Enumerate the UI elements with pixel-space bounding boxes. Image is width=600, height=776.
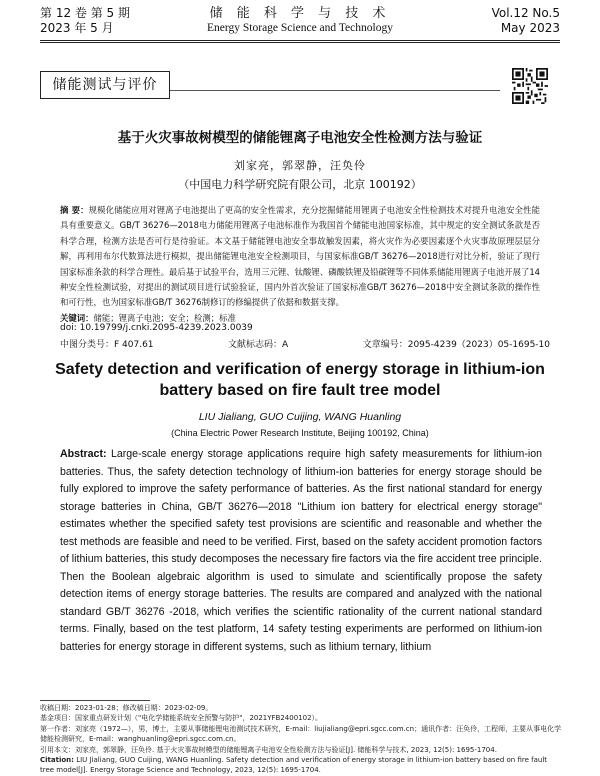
keywords-cn-text: 储能；锂离子电池；安全；检测；标准 [93,312,236,323]
abstract-en [60,446,542,656]
cite-en-text: LIU Jialiang, GUO Cuijing, WANG Huanling. Safety detection and verification of energy storage in lithium-ion battery based on fire fault tree model[J]. Energy Storage Science and Technology, 2023, 12(5): 1695-1704. [40,756,548,775]
header-volume-en [492,6,560,36]
title-cn: 基于火灾事故树模型的储能锂离子电池安全性检测方法与验证 [117,130,483,146]
doi[interactable]: doi: 10.19799/j.cnki.2095-4239.2023.0039 [60,323,253,333]
keywords-cn-label: 关键词： [60,312,94,323]
abstract-en-text: Large-scale energy storage applications require high safety measurements for lithium-ion batteries. Thus, the safety detection technology of lithium-ion batteries for energy storage should be fully explored to improve the safety performance of batteries. As the first national standard for energy storage batteries in China, GB/T 36276—2018 "Lithium ion battery for electrical energy storage" estimates whether the specified safety test provisions are scientific and reasonable and whether the test methods are feasible and need to be verified. First, based on the safety accident promotion factors of lithium batteries, this study decomposes the necessary fire factors via the fire accident tree principle. Then the Boolean algebraic algorithm is used to simulate and scientifically propose the safety detection items of energy storage batteries. The results are compared and analyzed with the national standard GB/T 36276 -2018, which verifies the scientific rationality of the current national standard terms. Finally, based on the test platform, 14 safety testing experiments are performed on lithium-ion batteries for energy storage in different systems, such as lithium ternary, lithium [60,448,542,653]
clc-number: 中图分类号：F 407.61 [60,340,154,350]
footnote-funding: 基金项目：国家重点研发计划（"电化学储能系统安全预警与防护"，2021YFB2400102）。 [40,714,323,723]
footnote-rule [40,700,150,701]
volume-cn: 第 12 卷 第 5 期 [40,6,130,20]
header-rule [40,40,560,41]
volume-en: Vol.12 No.5 [491,6,560,20]
document-code: 文献标志码：A [228,340,289,350]
footnote-author-info: 第一作者：刘家亮（1972—），男，博士，主要从事储能锂电池测试技术研究，E-mail：liujialiang@epri.sgcc.com.cn；通讯作者：汪奂伶，工程师，主要从事电化学储能检测研究，E-mail：wanghuanling@epri.sgcc.com.cn。 [40,724,562,744]
abstract-cn-label: 摘 要： [60,205,89,215]
authors-cn: 刘家亮，郭翠静，汪奂伶 [234,159,366,172]
authors-en: LIU Jialiang, GUO Cuijing, WANG Huanling [198,411,402,423]
abstract-cn-text: 规模化储能应用对锂离子电池提出了更高的安全性需求，充分挖掘储能用锂离子电池安全性检测技术对提升电池安全性能具有重要意义。GB/T 36276—2018电力储能用锂离子电池标准作为我国首个储能电池国家标准，其中规定的安全测试条款是否科学合理，检测方法是否可行是待验证。本文基于储能锂电池安全事故触发因素，将火灾作为必要因素逐个火灾事故原理层层分解，再利用布尔代数算法进行模拟，提出储能锂电池安全检测项目，与国家标准GB/T 36276—2018进行对比分析，验证了现行国家标准条款的科学合理性。最后基于试验平台，选用三元锂、钛酸锂、磷酸铁锂及铅碳锂等不同体系储能用锂离子电池开展了14种安全性检测试验，对提出的测试项目进行试验验证，国内外首次验证了国家标准GB/T 36276—2018中安全测试条款的操作性和可行性，也为国家标准GB/T 36276制修订的修编提供了依据和数据支撑。 [60,205,540,308]
article-number: 文章编号：2095-4239（2023）05-1695-10 [362,340,550,350]
header-volume-cn [40,6,130,36]
footnote-cite-cn: 引用本文：刘家亮，郭翠静，汪奂伶. 基于火灾事故树模型的储能锂离子电池安全性检测方法与验证[J]. 储能科学与技术, 2023, 12(5): 1695-1704. [40,745,497,754]
qr-code-icon [512,68,548,104]
title-en: Safety detection and verification of energy storage in lithium-ion battery based on fire fault tree model [55,361,545,399]
date-cn: 2023 年 5 月 [40,21,114,35]
classification-line [60,337,550,350]
journal-name-cn: 储 能 科 学 与 技 术 [209,6,391,21]
affiliation-en: (China Electric Power Research Institute, Beijing 100192, China) [171,428,429,438]
abstract-en-label: Abstract: [60,448,107,460]
header-rule-thin [40,42,560,43]
footnote-cite-en [40,755,562,776]
section-divider [170,90,500,91]
cite-en-label: Citation: [40,756,74,765]
footnote-received: 收稿日期：2023-01-28；修改稿日期：2023-02-09。 [40,704,213,712]
affiliation-cn: （中国电力科学研究院有限公司，北京 100192） [178,178,422,191]
section-label: 储能测试与评价 [40,71,170,99]
date-en: May 2023 [500,21,560,35]
footnotes [40,703,562,776]
header-journal [150,6,450,36]
journal-name-en: Energy Storage Science and Technology [207,22,393,34]
abstract-cn [60,203,540,326]
